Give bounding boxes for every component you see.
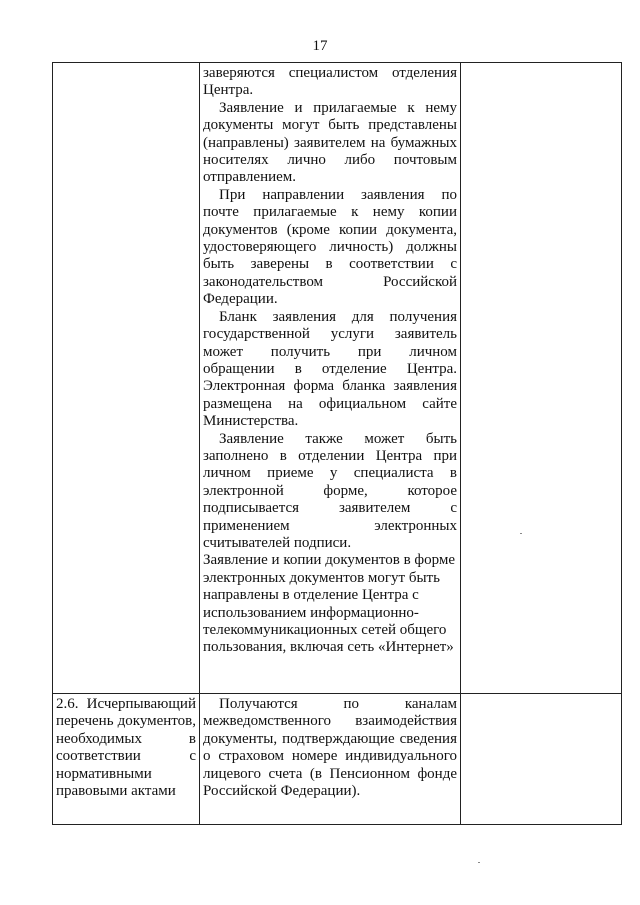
table-row xyxy=(53,63,622,694)
row1-paragraph-2: Заявление и прилагаемые к нему документы могут быть представлены (направлены) заявителем на бумажных носителях лично либо почтовым отправлением. xyxy=(203,99,457,186)
row1-paragraph-1: заверяются специалистом отделения Центра. xyxy=(203,65,457,99)
row2-content-cell xyxy=(200,694,461,825)
row1-label-cell xyxy=(53,63,200,694)
row1-notes-cell xyxy=(461,63,622,694)
row2-label-cell xyxy=(53,694,200,825)
scan-speck xyxy=(520,533,522,534)
row1-paragraph-6: Заявление и копии документов в форме электронных документов могут быть направлены в отделение Центра с использованием информационно-телекоммуникационных сетей общего пользования, включая сеть «Интернет» xyxy=(203,552,456,656)
row1-content-cell xyxy=(200,63,461,694)
row2-notes-cell xyxy=(461,694,622,825)
page-number: 17 xyxy=(312,38,328,54)
row1-paragraph-4: Бланк заявления для получения государственной услуги заявитель может получить при личном обращении в отделение Центра. Электронная форма бланка заявления размещена на официальном сайте Министерства. xyxy=(203,308,457,430)
row2-paragraph-1: Получаются по каналам межведомственного взаимодействия документы, подтверждающие сведения о страховом номере индивидуального лицевого счета (в Пенсионном фонде Российской Федерации). xyxy=(203,696,457,800)
row1-paragraph-3: При направлении заявления по почте прилагаемые к нему копии документов (кроме копии документа, удостоверяющего личность) должны быть заверены в соответствии с законодательством Российской Федерации. xyxy=(203,186,457,308)
scan-speck xyxy=(478,862,480,863)
row1-paragraph-5: Заявление также может быть заполнено в отделении Центра при личном приеме у специалиста в электронной форме, которое подписывается заявителем с применением электронных считывателей подписи. xyxy=(203,430,457,551)
regulation-table xyxy=(52,62,622,825)
table-row xyxy=(53,694,622,825)
row2-label: 2.6. Исчерпывающий перечень документов, необходимых в соответствии с нормативными правовыми актами xyxy=(56,696,196,800)
